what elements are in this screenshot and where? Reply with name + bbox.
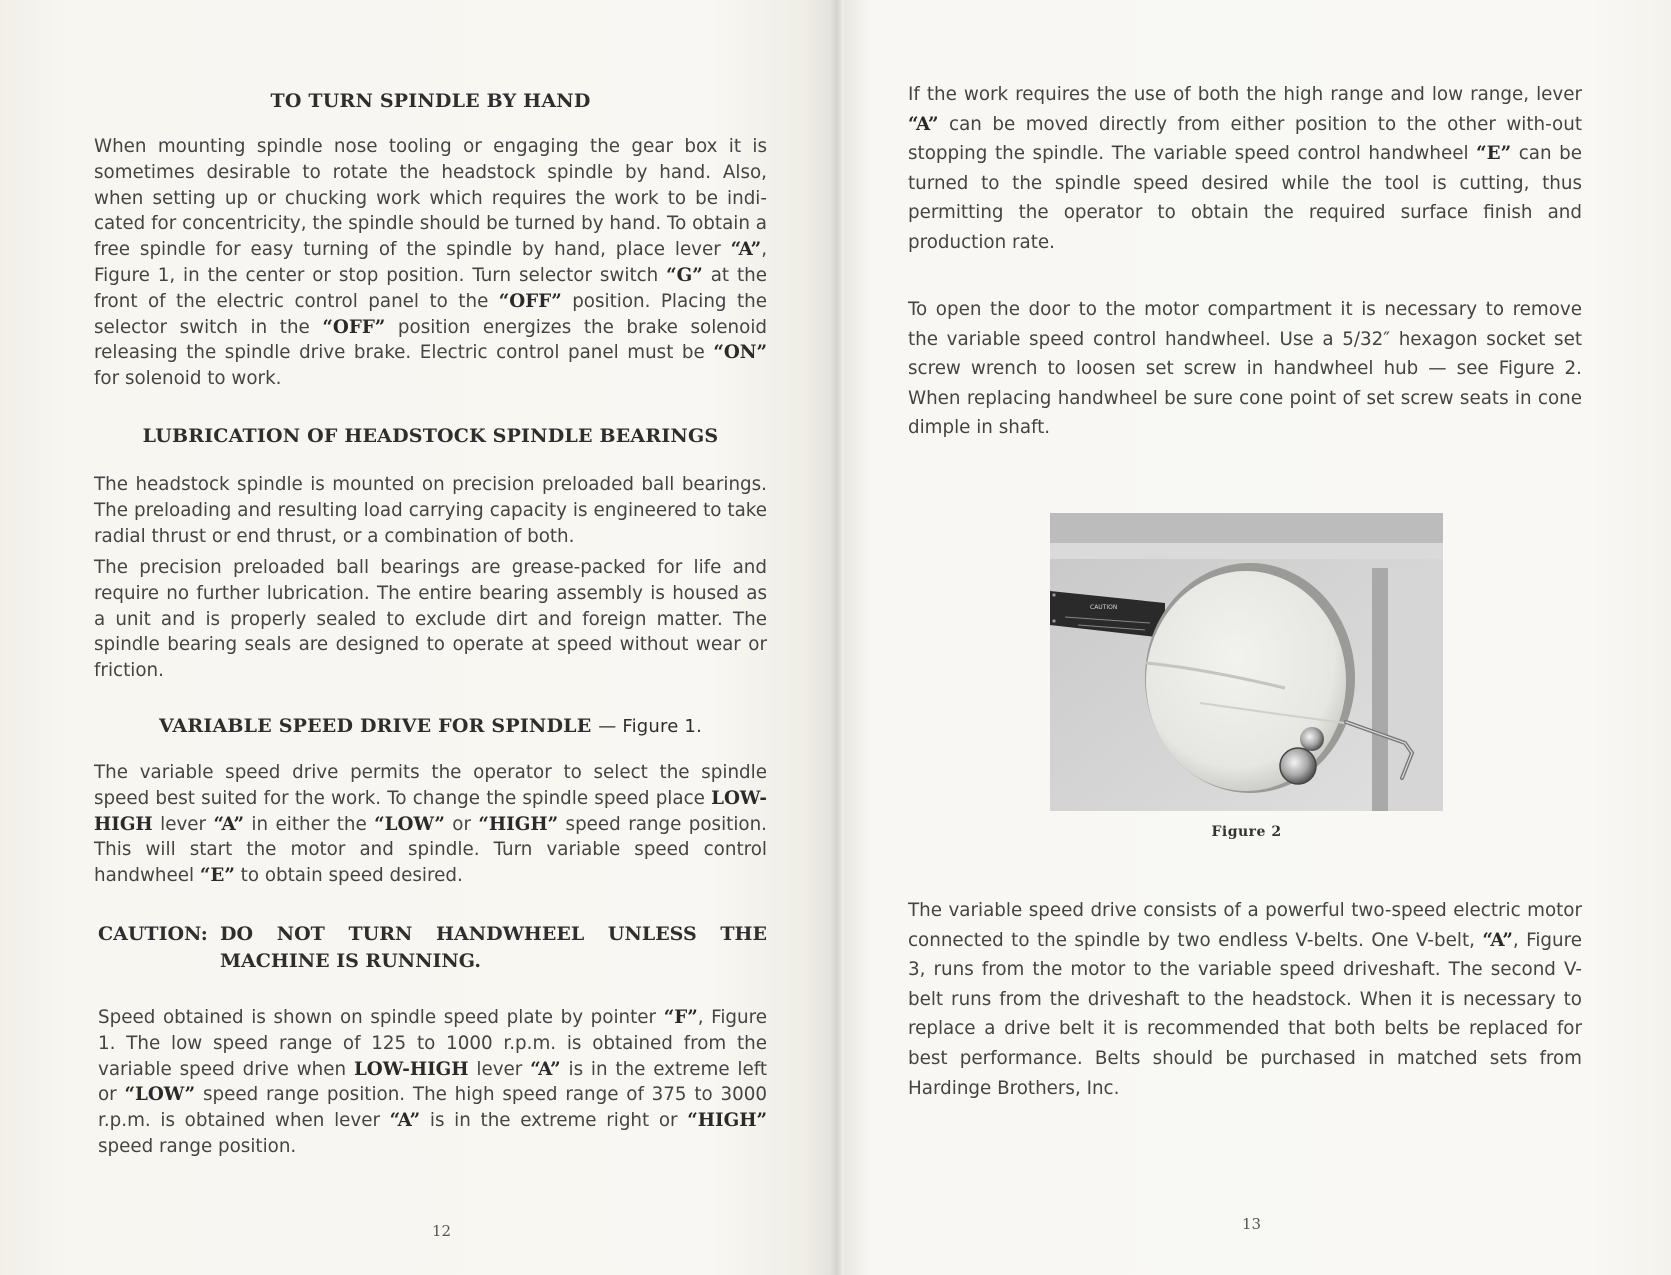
paragraph-speed-ranges (98, 1005, 767, 1160)
emphasis-term: “E” (1476, 143, 1512, 165)
paragraph-turn-spindle (94, 134, 767, 392)
door-edge (1372, 568, 1388, 811)
heading-variable-speed-drive (94, 715, 767, 737)
emphasis-term: “A” (389, 1110, 421, 1132)
text-run: speed range position. The high speed range of 375 to 3000 r.p.m. is obtained when lever (98, 1084, 767, 1132)
paragraph-lubrication-1: The headstock spindle is mounted on precision preloaded ball bearings. The preloading and resulting load carrying capacity is engineered to take radial thrust or end thrust, or a combination of both. (94, 474, 767, 547)
upper-rail (1050, 543, 1443, 559)
emphasis-term: “E” (199, 865, 235, 887)
emphasis-term: “G” (666, 264, 703, 286)
text-run: to obtain speed desired. (234, 865, 463, 887)
paragraph-motor-compartment: To open the door to the motor compartment it is necessary to remove the variable speed control handwheel. Use a 5/32″ hexagon socket set screw wrench to loosen set screw in handwheel hub — see Figure 2. When replacing handwheel be sure cone point of set screw seats in cone dimple in shaft. (908, 299, 1582, 439)
text-run: When mounting spindle nose tooling or engaging the gear box it is sometimes desirable to rotate the headstock spindle by hand. Also, when setting up or chucking work which requires the work to be indi-cated for concentricity, the spindle should be turned by hand. To obtain a free spindle for easy turning of the spindle by hand, place lever (94, 136, 767, 261)
heading-lubrication: LUBRICATION OF HEADSTOCK SPINDLE BEARINGS (142, 425, 719, 447)
emphasis-term: “F” (663, 1007, 698, 1028)
text-run: The variable speed drive consists of a powerful two-speed electric motor connected to the spindle by two endless V-belts. One V-belt, (908, 900, 1582, 951)
text-run: position energizes the brake solenoid releasing the spindle drive brake. Electric control panel must be (94, 316, 767, 364)
handwheel-hub (1300, 727, 1324, 751)
text-run: position. Placing the selector switch in the (94, 290, 767, 338)
paragraph-high-low-range (908, 80, 1582, 258)
caution-label: CAUTION: (98, 923, 208, 945)
text-run: in either the (244, 813, 375, 835)
figure-1-reference: — Figure 1. (598, 716, 703, 737)
text-run: can be moved directly from either position to the other with-out stopping the spindle. The variable speed control handwheel (908, 113, 1582, 165)
text-run: speed range position. (98, 1135, 297, 1157)
emphasis-term: “LOW” (374, 813, 445, 835)
handwheel-knob (1280, 748, 1316, 784)
text-run: , Figure 1. The low speed range of 125 to 1000 r.p.m. is obtained from the variable speed drive when (98, 1007, 767, 1080)
caution-plate-text: CAUTION (1090, 604, 1118, 611)
figure-2-photo (1050, 513, 1443, 811)
emphasis-term: “A” (730, 239, 762, 261)
handwheel (1146, 571, 1346, 791)
emphasis-term: “A” (1482, 929, 1513, 951)
emphasis-term: “OFF” (322, 316, 386, 338)
handwheel-photo-illustration (1050, 513, 1443, 811)
emphasis-term: “A” (908, 113, 939, 135)
emphasis-term: “OFF” (498, 290, 562, 312)
page-number-13: 13 (1242, 1215, 1262, 1233)
text-run: at the front of the electric control panel to the (94, 264, 767, 312)
text-run: lever (152, 813, 214, 835)
emphasis-term: “LOW” (124, 1084, 196, 1106)
paragraph-lubrication-2: The precision preloaded ball bearings are grease-packed for life and require no further lubrication. The entire bearing assembly is housed as a unit and is properly sealed to exclude dirt and foreign matter. The spindle bearing seals are designed to operate at speed without wear or friction. (94, 557, 767, 682)
emphasis-term: LOW-HIGH (94, 787, 767, 835)
book-gutter (830, 0, 844, 1275)
side-panel (1388, 568, 1443, 811)
text-run: lever (468, 1058, 531, 1080)
heading-variable-speed-text: VARIABLE SPEED DRIVE FOR SPINDLE (158, 715, 592, 737)
text-run: can be turned to the spindle speed desired while the tool is cutting, thus permitting the operator to obtain the required surface finish and production rate. (908, 143, 1582, 253)
paragraph-v-belts (908, 896, 1582, 1103)
emphasis-term: LOW-HIGH (353, 1058, 469, 1080)
emphasis-term: “A” (530, 1058, 561, 1080)
text-run: speed range position. This will start the motor and spindle. Turn variable speed control handwheel (94, 813, 767, 887)
heading-turn-spindle-by-hand: TO TURN SPINDLE BY HAND (270, 90, 591, 112)
caution-notice (98, 921, 767, 975)
caution-message: DO NOT TURN HANDWHEEL UNLESS THE MACHINE IS RUNNING. (220, 923, 767, 972)
text-run: is in the extreme right or (420, 1110, 688, 1132)
emphasis-term: “HIGH” (478, 813, 559, 835)
paragraph-variable-speed (94, 760, 767, 889)
text-run: Speed obtained is shown on spindle speed plate by pointer (98, 1007, 664, 1028)
text-run: or (444, 813, 479, 835)
figure-2-caption: Figure 2 (1211, 824, 1282, 840)
page-number-12: 12 (432, 1222, 452, 1240)
emphasis-term: “HIGH” (687, 1110, 767, 1132)
text-run: , Figure 3, runs from the motor to the variable speed driveshaft. The second V-belt runs from the driveshaft to the headstock. When it is necessary to replace a drive belt it is recommended that both belts be replaced for best performance. Belts should be purchased in matched sets from Hardinge Brothers, Inc. (908, 929, 1582, 1099)
emphasis-term: “ON” (713, 342, 767, 364)
text-run: The variable speed drive permits the operator to select the spindle speed best suited for the work. To change the spindle speed place (94, 762, 767, 809)
text-run: is in the extreme left or (98, 1058, 768, 1106)
text-run: for solenoid to work. (94, 368, 282, 390)
text-run: If the work requires the use of both the high range and low range, lever (908, 84, 1582, 105)
text-run: , Figure 1, in the center or stop position. Turn selector switch (94, 239, 767, 286)
emphasis-term: “A” (213, 813, 244, 835)
